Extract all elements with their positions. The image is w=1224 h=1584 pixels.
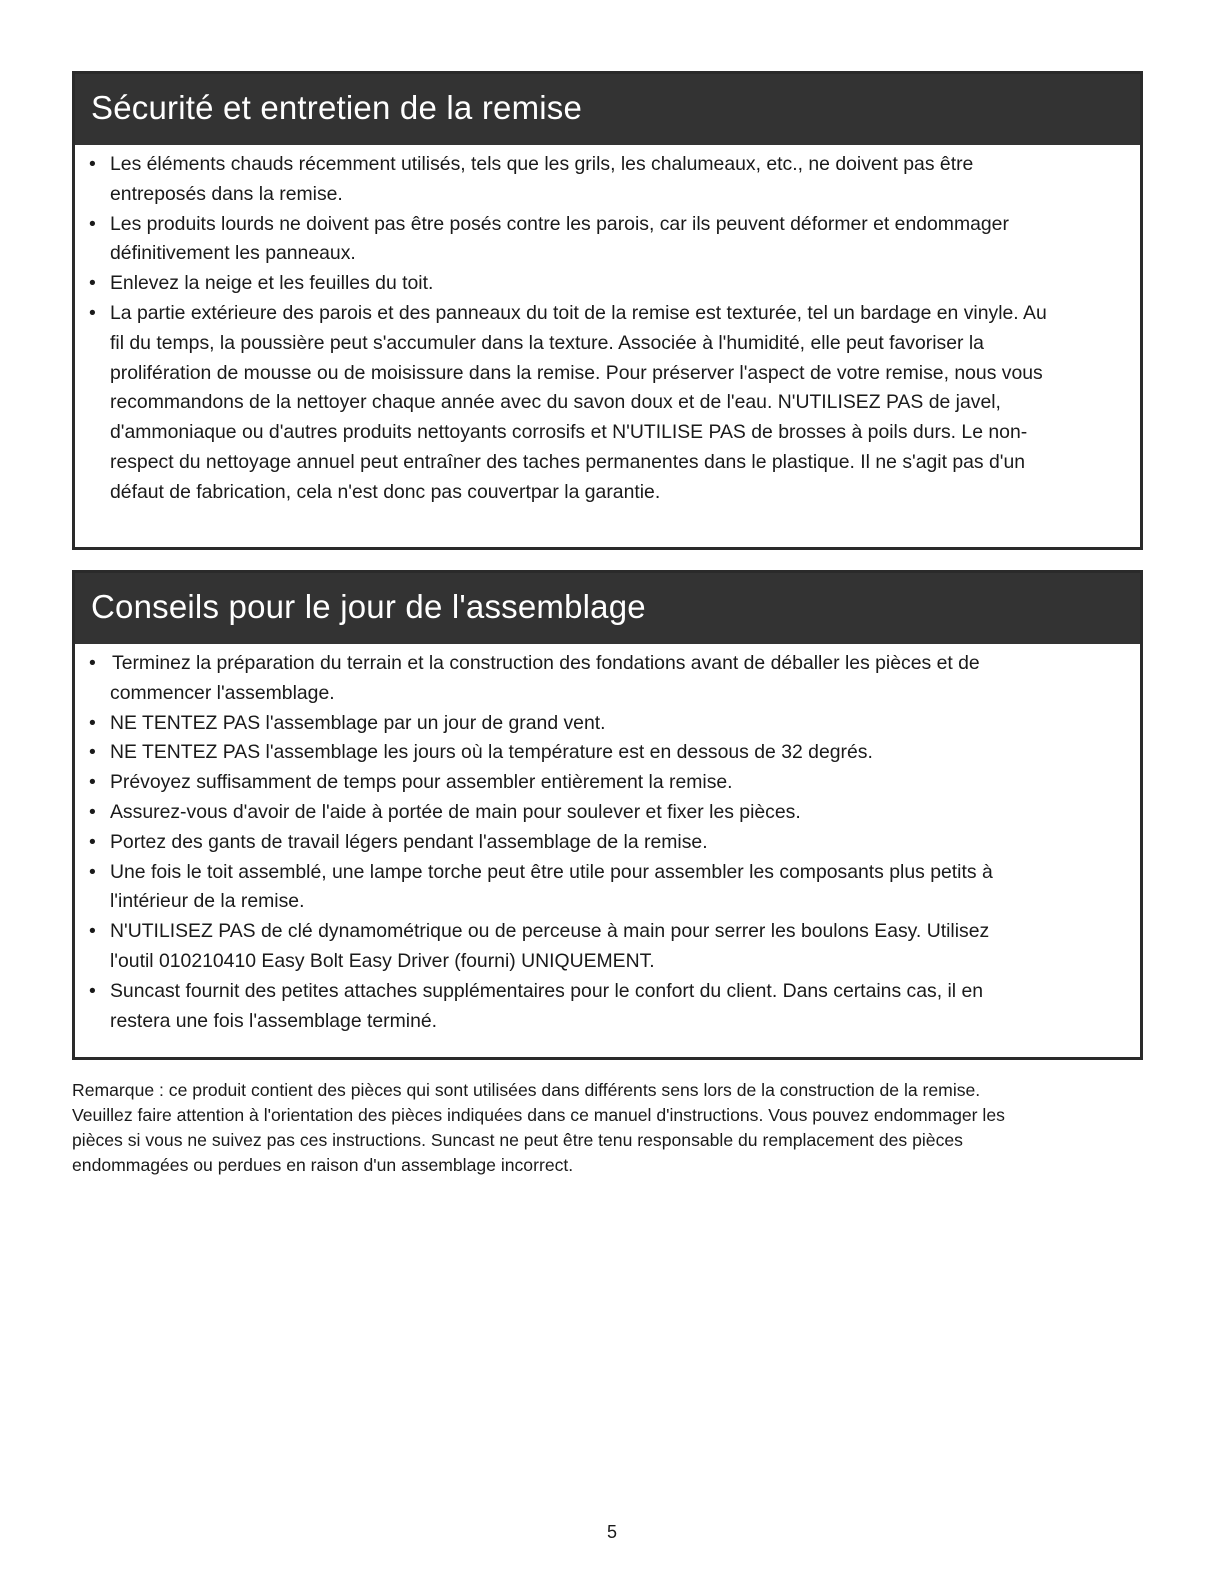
bullet: • xyxy=(89,741,96,764)
list-item: • Les éléments chauds récemment utilisés, tels que les grils, les chalumeaux, etc., ne doivent pas être entreposés dans la remise. xyxy=(87,150,1050,210)
bullet: • xyxy=(89,920,96,943)
list-item: • N'UTILISEZ PAS de clé dynamométrique ou de perceuse à main pour serrer les boulons Easy. Utilisez l'outil 010210410 Easy Bolt Easy Driver (fourni) UNIQUEMENT. xyxy=(87,917,1010,977)
list-item: • Portez des gants de travail légers pendant l'assemblage de la remise. xyxy=(87,828,1010,858)
bullet: • xyxy=(89,979,96,1002)
bullet: • xyxy=(89,860,96,883)
bullet: • xyxy=(89,301,96,324)
tips-list xyxy=(75,644,1140,1036)
safety-list xyxy=(75,145,1140,508)
section-title: Conseils pour le jour de l'assemblage xyxy=(75,573,1140,644)
list-item: • La partie extérieure des parois et des panneaux du toit de la remise est texturée, tel un bardage en vinyle. Au fil du temps, la poussière peut s'accumuler dans la texture. Associée à l'humidité, elle peut favoriser la prolifération de mousse ou de moisissure dans la remise. Pour préserver l'aspect de votre remise, nous vous recommandons de la nettoyer chaque année avec du savon doux et de l'eau. N'UTILISEZ PAS de javel, d'ammoniaque ou d'autres produits nettoyants corrosifs et N'UTILISE PAS de brosses à poils durs. Le non-respect du nettoyage annuel peut entraîner des taches permanentes dans le plastique. Il ne s'agit pas d'un défaut de fabrication, cela n'est donc pas couvertpar la garantie. xyxy=(87,299,1050,508)
bullet: • xyxy=(89,212,96,235)
list-item: • Une fois le toit assemblé, une lampe torche peut être utile pour assembler les composants plus petits à l'intérieur de la remise. xyxy=(87,858,1010,918)
bullet: • xyxy=(89,830,96,853)
section-title: Sécurité et entretien de la remise xyxy=(75,74,1140,145)
bullet: • xyxy=(89,800,96,823)
page-number: 5 xyxy=(606,1522,617,1542)
list-item: • Prévoyez suffisamment de temps pour assembler entièrement la remise. xyxy=(87,768,1010,798)
bullet: • xyxy=(89,652,96,674)
bullet: • xyxy=(89,771,96,794)
bullet: • xyxy=(89,153,96,175)
list-item: • Les produits lourds ne doivent pas être posés contre les parois, car ils peuvent déformer et endommager définitivement les panneaux. xyxy=(87,210,1050,270)
remark-note: Remarque : ce produit contient des pièces qui sont utilisées dans différents sens lors de la construction de la remise. Veuillez faire attention à l'orientation des pièces indiquées dans ce manuel d'instructions. Vous pouvez endommager les pièces si vous ne suivez pas ces instructions. Suncast ne peut être tenu responsable du remplacement des pièces endommagées ou perdues en raison d'un assemblage incorrect. xyxy=(72,1080,1005,1175)
list-item: • NE TENTEZ PAS l'assemblage par un jour de grand vent. xyxy=(87,709,1010,739)
list-item: • Enlevez la neige et les feuilles du toit. xyxy=(87,269,1050,299)
safety-maintenance-section xyxy=(72,71,1143,550)
bullet: • xyxy=(89,272,96,295)
bullet: • xyxy=(89,711,96,734)
list-item: • Assurez-vous d'avoir de l'aide à portée de main pour soulever et fixer les pièces. xyxy=(87,798,1010,828)
assembly-tips-section xyxy=(72,570,1143,1060)
list-item: • Suncast fournit des petites attaches supplémentaires pour le confort du client. Dans certains cas, il en restera une fois l'assemblage terminé. xyxy=(87,977,1010,1037)
list-item: • NE TENTEZ PAS l'assemblage les jours où la température est en dessous de 32 degrés. xyxy=(87,738,1010,768)
list-item: • Terminez la préparation du terrain et la construction des fondations avant de déballer les pièces et de commencer l'assemblage. xyxy=(87,649,1010,709)
